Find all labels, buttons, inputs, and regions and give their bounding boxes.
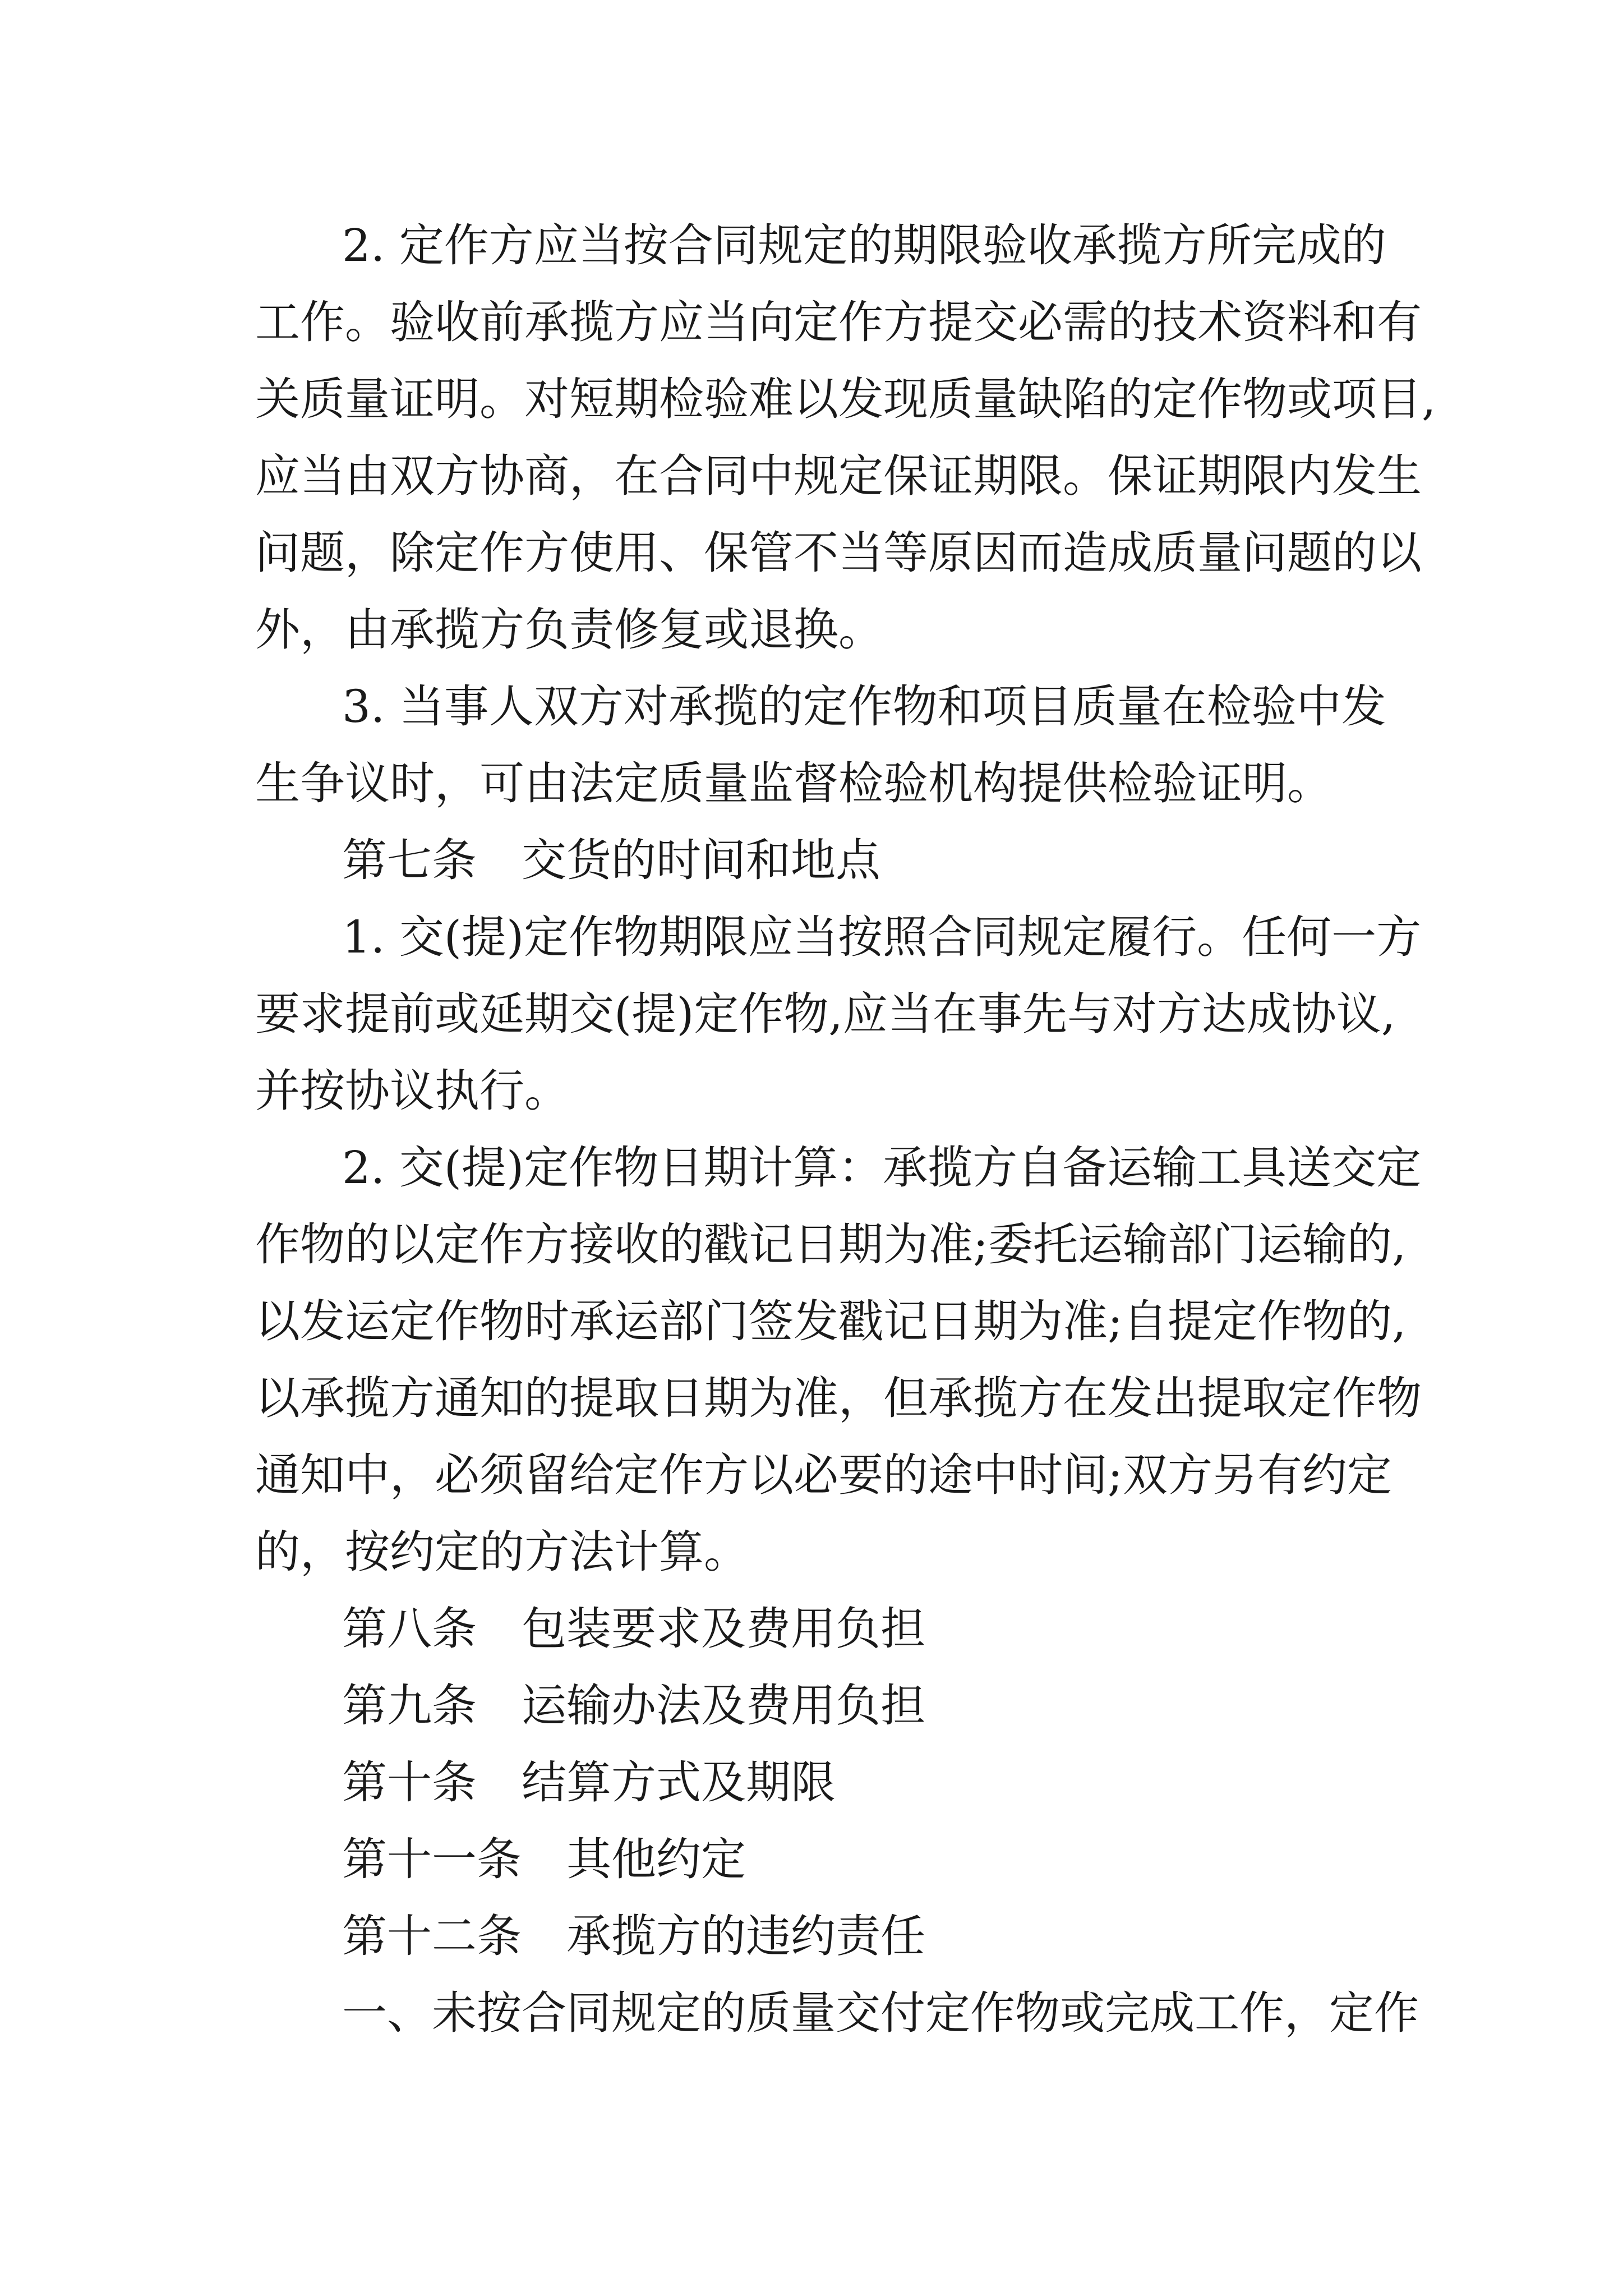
paragraph-line: 关质量证明。对短期检验难以发现质量缺陷的定作物或项目,: [255, 373, 1436, 425]
paragraph-line: 生争议时，可由法定质量监督检验机构提供检验证明。: [255, 757, 1332, 809]
paragraph-line: 外，由承揽方负责修复或退换。: [255, 604, 883, 656]
section-heading: 第十一条 其他约定: [342, 1833, 746, 1885]
paragraph-line: 以承揽方通知的提取日期为准，但承揽方在发出提取定作物: [255, 1372, 1422, 1424]
section-heading: 第十条 结算方式及期限: [342, 1756, 836, 1809]
paragraph-line: 一、未按合同规定的质量交付定作物或完成工作，定作: [342, 1987, 1419, 2039]
paragraph-line: 2. 定作方应当按合同规定的期限验收承揽方所完成的: [342, 219, 1386, 272]
section-heading: 第八条 包装要求及费用负担: [342, 1603, 925, 1655]
paragraph-line: 2. 交(提)定作物日期计算：承揽方自备运输工具送交定: [342, 1142, 1422, 1194]
paragraph-line: 的，按约定的方法计算。: [255, 1526, 749, 1578]
paragraph-line: 问题，除定作方使用、保管不当等原因而造成质量问题的以: [255, 527, 1422, 579]
paragraph-line: 1. 交(提)定作物期限应当按照合同规定履行。任何一方: [342, 911, 1422, 963]
paragraph-line: 工作。验收前承揽方应当向定作方提交必需的技术资料和有: [255, 296, 1422, 348]
paragraph-line: 要求提前或延期交(提)定作物,应当在事先与对方达成协议,: [255, 988, 1396, 1040]
section-heading: 第九条 运输办法及费用负担: [342, 1680, 925, 1732]
paragraph-line: 以发运定作物时承运部门签发戳记日期为准;自提定作物的,: [255, 1295, 1407, 1347]
paragraph-line: 应当由双方协商，在合同中规定保证期限。保证期限内发生: [255, 450, 1422, 502]
paragraph-line: 通知中，必须留给定作方以必要的途中时间;双方另有约定: [255, 1449, 1392, 1501]
paragraph-line: 作物的以定作方接收的戳记日期为准;委托运输部门运输的,: [255, 1218, 1407, 1271]
paragraph-line: 并按协议执行。: [255, 1065, 569, 1117]
section-heading: 第七条 交货的时间和地点: [342, 834, 880, 886]
section-heading: 第十二条 承揽方的违约责任: [342, 1910, 925, 1962]
paragraph-line: 3. 当事人双方对承揽的定作物和项目质量在检验中发: [342, 680, 1386, 733]
